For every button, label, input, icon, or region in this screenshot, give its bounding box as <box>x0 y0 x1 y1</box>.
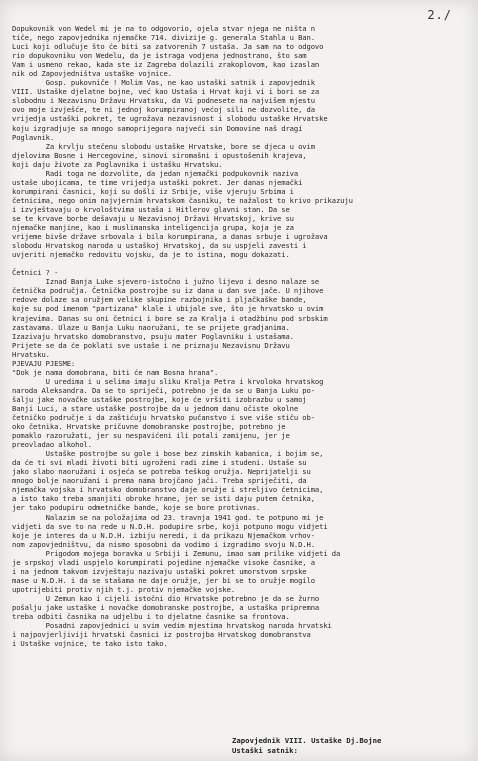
text-line: njemačke manjine, kao i muslimanska inteligencija grupa, koja je za <box>12 223 294 233</box>
text-line: tiče, nego zapovjednika njemačke 714. divizije g. generala Stahla u Ban. <box>12 33 315 43</box>
text-line: ovo moje izvješće, te ni jednoj korumpiranoj većoj sili ne dozvolite, da <box>12 105 315 115</box>
text-line: i najpovjerljiviji hrvatski časnici iz postrojba Hrvatskog domobranstva <box>12 630 311 640</box>
text-line: preovladao alkohol. <box>12 440 92 450</box>
text-line: naroda Aleksandra. Da se to spriječi, potrebno je da se u Banja Luku po- <box>12 385 315 395</box>
text-line: nom zapovjedništvu, da nismo sposobni da vodimo i izgradimo svoju N.D.H. <box>12 539 315 549</box>
text-line: je srpskoj vladi uspjelo korumpirati pojedine njemačke visoke časnike, a <box>12 557 315 567</box>
text-line: krajevima. Danas su oni četnici i bore se za Kralja i otadžbinu pod srbskim <box>12 313 328 323</box>
text-line <box>12 259 474 268</box>
text-line: slobodnu i Nezavisnu Državu Hrvatsku, da Vi podnesete na najvišem mjestu <box>12 96 315 106</box>
text-line: "Dok je nama domobrana, biti će nam Bosna hrana". <box>12 367 219 377</box>
text-line: Ustaške postrojbe su gole i bose bez zimskih kabanica, i bojim se, <box>12 449 324 459</box>
signature-block <box>232 736 381 756</box>
text-line: a isto tako treba smanjiti obroke hrane, jer se isti daju putem četnika, <box>12 494 315 504</box>
text-line: Radi toga ne dozvolite, da jedan njemački podpukovnik naziva <box>12 168 299 178</box>
text-line: koje je interes da u N.D.H. izbiju neredi, i da prikazu Njemačkom vrhov- <box>12 530 315 540</box>
text-line: Prigodom mojega boravka u Srbiji i Zemunu, imao sam prilike vidjeti da <box>12 548 341 558</box>
text-line: i Ustaške vojnice, te tako isto tako. <box>12 639 168 649</box>
text-line: mase u N.D.H. i da se stašama ne daje oružje, jer bi se to oružje mogilo <box>12 575 315 585</box>
text-line: četnička područja. Četnička postrojbe su iz dana u dan sve jače. U njihove <box>12 286 324 296</box>
text-line: Iznad Banja Luke sjevero-istočno i južno lijevo i desno nalaze se <box>12 277 320 287</box>
text-line: Prijete se da će poklati sve ustaše i ne priznaju Nezavisnu Državu <box>12 340 290 350</box>
text-line: četnicima, nego onim najvjernim hrvatskom časniku, te nažalost to krivo prikazuju <box>12 195 353 205</box>
text-line: četničko područje i da zaštićuju hrvatsko pučanstvo i sve više stiču ob- <box>12 413 315 423</box>
text-line: vrijeme bivše države srbovala i bila korumpirana, a danas srbuje i ugrožava <box>12 232 328 242</box>
text-line: ustaše ubojicama, te time vrijedja ustaški pokret. Jer danas njemački <box>12 177 303 187</box>
text-line: pomaklo razoružati, jer su nespavićeni ili potali zamijenu, jer je <box>12 431 290 441</box>
text-line: VIII. Ustaške djelatne bojne, već kao Ustaša i Hrvat koji vi i bori se za <box>12 87 320 97</box>
text-line: Za krvlju stečenu slobodu ustaške Hrvatske, bore se djeca u ovim <box>12 141 315 151</box>
text-line: uvjeriti njemačko redovitu vojsku, da je to istina, mogu dokazati. <box>12 250 290 260</box>
text-line: i izvještavaju o krvološtvima ustaša i Hitlerov glavni stan. Da se <box>12 204 290 214</box>
text-line: Dopukovnik von Wedel mi je na to odgovorio, ojela stvar njega ne ništa n <box>12 24 315 33</box>
text-line: mnogo bolje naoružani i prema nama brojčano jači. Treba spriječiti, da <box>12 476 307 486</box>
text-line: i na jednom takvom izvještaju nazivaju ustaški pokret umorstvom srpske <box>12 566 307 576</box>
text-line: rio dopukovniku von Wedelu, da je istraga vodjena jednostrano, što sam <box>12 51 307 61</box>
text-line: vidjeti da sve to na rede u N.D.H. podupire srbe, koji potpuno mogu vidjeti <box>12 521 328 531</box>
page-number: 2./ <box>427 8 452 22</box>
text-line: koji daju živote za Poglavnika i ustašku Hrvatsku. <box>12 159 223 169</box>
text-line: PJEVAJU PJESME: <box>12 358 76 368</box>
text-line: šalju jake novačke ustaške postrojbe, koje će vršiti izobrazbu u samoj <box>12 394 307 404</box>
text-line: treba odbiti časnika na udjelbu i to djelatne časnike sa frontova. <box>12 612 290 622</box>
text-line: djelovima Bosne i Hercegovine, sinovi siromašni i opustošenih krajeva, <box>12 150 307 160</box>
signature-name: Ustaški satnik: <box>232 746 298 755</box>
text-line: se te krvave borbe dešavaju u Nezavisnoj Državi Hrvatskoj, krive su <box>12 213 294 223</box>
text-line: upotrijebiti protiv njih t.j. protiv njemačke vojske. <box>12 584 235 594</box>
text-line: Gosp. pukovniče ! Molim Vas, ne kao ustaški satnik i zapovjednik <box>12 78 315 88</box>
text-line: Banji Luci, a stare ustaške postrojbe da u jednom danu očiste okolne <box>12 403 299 413</box>
signature-title: Zapovjednik VIII. Ustaške Dj.Bojne <box>232 736 382 745</box>
text-line: Poglavnik. <box>12 132 55 142</box>
text-line: njemačka vojska i hrvatsko domobranstvo daje oružje i streljivo četnicima, <box>12 485 324 495</box>
text-line: da će ti svi mladi životi biti ugroženi radi zime i studeni. Ustaše su <box>12 458 307 468</box>
text-line: Posadni zapovjednici u svim vedim mjestima hrvatskog naroda hrvatski <box>12 621 332 631</box>
text-line: redove dolaze sa oružjem velike skupine razbojnika i pljačkaške bande, <box>12 295 307 305</box>
text-line: U uredima i u selima imaju sliku Kralja Petra i krvoloka hrvatskog <box>12 376 324 386</box>
text-line: Četnici ? - <box>12 268 59 278</box>
text-line: oko četnika. Hrvatske pričuvne domobranske postrojbe, potrebno je <box>12 422 286 432</box>
text-line: slobodu Hrvatskog naroda u ustaškoj Hrvatskoj, da su uspjeli zavesti i <box>12 241 307 251</box>
text-line: Izazivaju hrvatsko domobranstvo, psuju mater Poglavniku i ustašama. <box>12 331 294 341</box>
text-line: koje su pod imenom "partizana" klale i ubijale sve, što je hrvatsko u ovim <box>12 304 324 314</box>
text-line: jako slabo naoružani i osjeća se potreba teškog oružja. Neprijatelji su <box>12 467 311 477</box>
letter-body <box>12 24 474 648</box>
text-line: vrijedja ustaški pokret, te ugrožava nezavisnost i slobodu ustaške Hrvatske <box>12 114 328 124</box>
text-line: Vam i usmeno rekao, kada ste iz Zagreba dolazili zrakoplovom, kao izaslan <box>12 60 320 70</box>
text-line: Hrvatsku. <box>12 349 50 359</box>
text-line: jer tako podupiru odmetničke bande, koje se bore protivnas. <box>12 503 261 513</box>
text-line: U Zemun kao i cijeli istočni dio Hrvatske potrebno je da se žurno <box>12 593 320 603</box>
text-line: koju izgradjuje sa mnogo samoprijegora najveći sin Domovine naš dragi <box>12 123 303 133</box>
text-line: Nalazim se na položajima od 23. travnja 1941 god. te potpuno mi je <box>12 512 324 522</box>
text-line: zastavama. Ulaze u Banja Luku naoružani, te se prijete gradjanima. <box>12 322 290 332</box>
text-line: pošalju jake ustaške i novačke domobranske postrojbe, a ustaška pripremna <box>12 603 320 612</box>
text-line: Luci koji odlučuje što će biti sa zatvorenih 7 ustaša. Ja sam na to odgovo <box>12 42 324 52</box>
text-line: korumpirani časnici, koji su došli iz Srbije, više vjeruju Srbima i <box>12 186 294 196</box>
text-line: nik od Zapovjedništva ustaške vojnice. <box>12 69 172 79</box>
